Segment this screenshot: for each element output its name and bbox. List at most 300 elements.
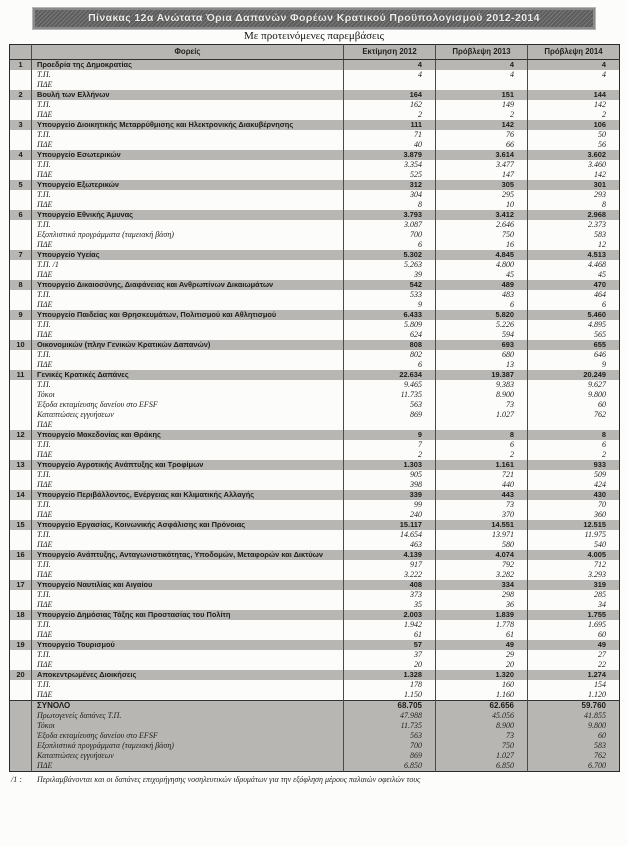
row-label: Τ.Π. [32, 530, 344, 540]
value-2014: 4.895 [528, 320, 620, 330]
table-row [10, 300, 620, 310]
table-row [10, 370, 620, 380]
value-2012: 2 [344, 450, 436, 460]
value-2012: 164 [344, 90, 436, 100]
value-2013: 49 [436, 640, 528, 650]
table-row [10, 340, 620, 350]
row-number [10, 420, 32, 430]
row-number [10, 350, 32, 360]
value-2013: 6 [436, 300, 528, 310]
header-forecast-2013: Πρόβλεψη 2013 [436, 45, 528, 60]
value-2014: 20.249 [528, 370, 620, 380]
row-label: ΠΔΕ [32, 480, 344, 490]
row-number [10, 560, 32, 570]
value-2012: 11.735 [344, 721, 436, 731]
table-row [10, 410, 620, 420]
value-2012: 304 [344, 190, 436, 200]
value-2014: 646 [528, 350, 620, 360]
value-2014: 49 [528, 640, 620, 650]
table-row [10, 130, 620, 140]
value-2014: 2.373 [528, 220, 620, 230]
value-2013: 1.778 [436, 620, 528, 630]
value-2012: 4 [344, 60, 436, 71]
row-label: Τ.Π. [32, 290, 344, 300]
table-row [10, 70, 620, 80]
value-2013: 1.320 [436, 670, 528, 680]
value-2013: 29 [436, 650, 528, 660]
row-label: ΠΔΕ [32, 360, 344, 370]
row-number [10, 390, 32, 400]
row-label: Τ.Π. [32, 650, 344, 660]
value-2012: 9 [344, 300, 436, 310]
table-row [10, 470, 620, 480]
value-2013: 45.056 [436, 711, 528, 721]
value-2013: 45 [436, 270, 528, 280]
value-2014: 360 [528, 510, 620, 520]
value-2013: 73 [436, 500, 528, 510]
value-2013: 142 [436, 120, 528, 130]
value-2014: 8 [528, 200, 620, 210]
value-2014: 11.975 [528, 530, 620, 540]
value-2012: 9 [344, 430, 436, 440]
row-number: 1 [18, 60, 23, 69]
value-2013: 580 [436, 540, 528, 550]
value-2014: 5.460 [528, 310, 620, 320]
value-2012: 917 [344, 560, 436, 570]
row-number: 10 [16, 340, 25, 349]
value-2012: 408 [344, 580, 436, 590]
row-label: Υπουργείο Αγροτικής Ανάπτυξης και Τροφίμων [32, 460, 344, 470]
row-number [10, 630, 32, 640]
row-label: Υπουργείο Εσωτερικών [32, 150, 344, 160]
table-row [10, 160, 620, 170]
header-entities: Φορείς [32, 45, 344, 60]
row-number [10, 130, 32, 140]
row-number: 9 [18, 310, 23, 319]
row-label: Τ.Π. [32, 470, 344, 480]
value-2013: 16 [436, 240, 528, 250]
value-2012: 1.303 [344, 460, 436, 470]
value-2012: 398 [344, 480, 436, 490]
value-2013: 8 [436, 430, 528, 440]
table-row [10, 390, 620, 400]
value-2013: 8.900 [436, 390, 528, 400]
value-2013: 10 [436, 200, 528, 210]
row-label: Καταπτώσεις εγγυήσεων [32, 751, 344, 761]
row-label: ΠΔΕ [32, 200, 344, 210]
value-2014: 4.513 [528, 250, 620, 260]
table-row [10, 150, 620, 160]
row-number [10, 650, 32, 660]
row-number [10, 260, 32, 270]
row-label: ΠΔΕ [32, 270, 344, 280]
table-row [10, 680, 620, 690]
value-2013: 489 [436, 280, 528, 290]
value-2014: 9.800 [528, 390, 620, 400]
table-row [10, 600, 620, 610]
value-2014: 56 [528, 140, 620, 150]
row-label: Υπουργείο Εθνικής Άμυνας [32, 210, 344, 220]
value-2014: 60 [528, 731, 620, 741]
table-row [10, 500, 620, 510]
value-2014: 470 [528, 280, 620, 290]
value-2012: 4 [344, 70, 436, 80]
table-row [10, 400, 620, 410]
value-2014: 45 [528, 270, 620, 280]
value-2014: 70 [528, 500, 620, 510]
value-2014: 12 [528, 240, 620, 250]
row-label: ΠΔΕ [32, 170, 344, 180]
value-2012: 5.302 [344, 250, 436, 260]
table-row [10, 690, 620, 701]
row-number [10, 380, 32, 390]
table-row [10, 480, 620, 490]
value-2013: 305 [436, 180, 528, 190]
row-number [10, 440, 32, 450]
value-2013: 1.161 [436, 460, 528, 470]
table-row [10, 460, 620, 470]
table-row [10, 230, 620, 240]
row-label: Υπουργείο Εξωτερικών [32, 180, 344, 190]
row-number: 14 [16, 490, 25, 499]
row-label: ΠΔΕ [32, 140, 344, 150]
row-label: Τ.Π. [32, 100, 344, 110]
table-row [10, 170, 620, 180]
table-row [10, 630, 620, 640]
value-2012: 6.433 [344, 310, 436, 320]
row-label: Έξοδα εκταμίευσης δανείου στο EFSF [32, 400, 344, 410]
row-number [10, 751, 32, 761]
table-row [10, 670, 620, 680]
value-2013: 4.845 [436, 250, 528, 260]
value-2013: 594 [436, 330, 528, 340]
row-label: ΠΔΕ [32, 110, 344, 120]
value-2013: 4 [436, 70, 528, 80]
value-2014: 6.700 [528, 761, 620, 772]
value-2012: 162 [344, 100, 436, 110]
value-2014: 1.274 [528, 670, 620, 680]
row-number: 17 [16, 580, 25, 589]
value-2013: 13 [436, 360, 528, 370]
row-label: ΠΔΕ [32, 660, 344, 670]
header-index-column [10, 45, 32, 60]
table-row [10, 711, 620, 721]
value-2012: 35 [344, 600, 436, 610]
value-2012: 5.809 [344, 320, 436, 330]
budget-table [9, 44, 620, 772]
value-2012: 111 [344, 120, 436, 130]
row-label: Υπουργείο Τουρισμού [32, 640, 344, 650]
row-label: Τ.Π. [32, 440, 344, 450]
row-number [10, 330, 32, 340]
table-row [10, 761, 620, 772]
value-2014 [528, 80, 620, 90]
table-row [10, 520, 620, 530]
row-number [10, 170, 32, 180]
value-2012: 373 [344, 590, 436, 600]
value-2014: 762 [528, 410, 620, 420]
row-label: Τ.Π. [32, 380, 344, 390]
value-2014: 3.602 [528, 150, 620, 160]
table-row [10, 751, 620, 761]
value-2014 [528, 420, 620, 430]
header-forecast-2014: Πρόβλεψη 2014 [528, 45, 620, 60]
row-number [10, 450, 32, 460]
row-label: Υπουργείο Ανάπτυξης, Ανταγωνιστικότητας, Υποδομών, Μεταφορών και Δικτύων [32, 550, 344, 560]
value-2012: 4.139 [344, 550, 436, 560]
value-2012: 22.634 [344, 370, 436, 380]
value-2014: 301 [528, 180, 620, 190]
row-label: ΠΔΕ [32, 80, 344, 90]
table-row [10, 450, 620, 460]
value-2014: 142 [528, 170, 620, 180]
table-row [10, 250, 620, 260]
table-row [10, 721, 620, 731]
value-2012: 20 [344, 660, 436, 670]
row-number: 8 [18, 280, 23, 289]
value-2013: 1.839 [436, 610, 528, 620]
value-2013: 721 [436, 470, 528, 480]
row-number [10, 680, 32, 690]
row-label: Τ.Π. [32, 620, 344, 630]
table-row [10, 140, 620, 150]
table-body [10, 60, 620, 772]
row-label: ΠΔΕ [32, 330, 344, 340]
row-label: Υπουργείο Δημόσιας Τάξης και Προστασίας του Πολίτη [32, 610, 344, 620]
row-number: 13 [16, 460, 25, 469]
value-2014: 154 [528, 680, 620, 690]
row-label: Τόκοι [32, 390, 344, 400]
value-2013: 3.282 [436, 570, 528, 580]
value-2014: 34 [528, 600, 620, 610]
row-number: 11 [16, 370, 25, 379]
value-2012: 37 [344, 650, 436, 660]
value-2013: 440 [436, 480, 528, 490]
table-row [10, 320, 620, 330]
value-2013: 4.800 [436, 260, 528, 270]
row-number [10, 660, 32, 670]
row-number: 2 [18, 90, 23, 99]
value-2012: 869 [344, 751, 436, 761]
value-2012: 240 [344, 510, 436, 520]
row-label: Τ.Π. [32, 70, 344, 80]
row-number [10, 711, 32, 721]
row-label: Υπουργείο Διοικητικής Μεταρρύθμισης και Ηλεκτρονικής Διακυβέρνησης [32, 120, 344, 130]
table-row [10, 610, 620, 620]
row-number [10, 620, 32, 630]
row-number [10, 480, 32, 490]
footnote-text: Περιλαμβάνονται και οι δαπάνες επιχορήγησης νοσηλευτικών ιδρυμάτων για την εξόφληση μέρους παλαιών οφειλών τους [37, 775, 421, 784]
value-2014: 565 [528, 330, 620, 340]
value-2012: 11.735 [344, 390, 436, 400]
footnote-marker: /1 : [11, 775, 22, 784]
value-2012: 525 [344, 170, 436, 180]
row-number [10, 220, 32, 230]
table-row [10, 440, 620, 450]
value-2014: 144 [528, 90, 620, 100]
value-2013: 19.387 [436, 370, 528, 380]
row-label: Πρωτογενείς δαπάνες Τ.Π. [32, 711, 344, 721]
value-2013: 443 [436, 490, 528, 500]
value-2013: 36 [436, 600, 528, 610]
value-2014: 60 [528, 630, 620, 640]
table-row [10, 220, 620, 230]
value-2013: 2 [436, 110, 528, 120]
value-2014: 142 [528, 100, 620, 110]
value-2013: 149 [436, 100, 528, 110]
value-2013: 680 [436, 350, 528, 360]
value-2013: 2 [436, 450, 528, 460]
table-row [10, 560, 620, 570]
value-2012 [344, 420, 436, 430]
value-2013: 298 [436, 590, 528, 600]
value-2014: 1.695 [528, 620, 620, 630]
value-2014: 59.760 [528, 701, 620, 712]
value-2014: 6 [528, 300, 620, 310]
table-row [10, 580, 620, 590]
value-2012: 14.654 [344, 530, 436, 540]
value-2012: 6 [344, 240, 436, 250]
table-row [10, 200, 620, 210]
value-2012: 57 [344, 640, 436, 650]
row-number [10, 500, 32, 510]
row-number: 20 [16, 670, 25, 679]
value-2014: 9.800 [528, 721, 620, 731]
table-row [10, 290, 620, 300]
table-row [10, 80, 620, 90]
row-label: Εξοπλιστικά προγράμματα (ταμειακή βάση) [32, 230, 344, 240]
value-2012: 61 [344, 630, 436, 640]
value-2012: 312 [344, 180, 436, 190]
value-2013 [436, 420, 528, 430]
table-row [10, 190, 620, 200]
value-2012: 6.850 [344, 761, 436, 772]
row-number [10, 721, 32, 731]
value-2012: 869 [344, 410, 436, 420]
value-2014: 8 [528, 430, 620, 440]
table-header-row [10, 45, 620, 60]
value-2013: 147 [436, 170, 528, 180]
value-2013: 1.027 [436, 410, 528, 420]
document-title: Πίνακας 12α Ανώτατα Όρια Δαπανών Φορέων Κρατικού Προϋπολογισμού 2012-2014 [33, 8, 595, 29]
row-number: 7 [18, 250, 23, 259]
value-2012: 463 [344, 540, 436, 550]
table-row [10, 380, 620, 390]
row-label: Τόκοι [32, 721, 344, 731]
row-label: Αποκεντρωμένες Διοικήσεις [32, 670, 344, 680]
table-row [10, 420, 620, 430]
row-label: ΠΔΕ [32, 300, 344, 310]
row-number [10, 530, 32, 540]
table-row [10, 90, 620, 100]
value-2013: 4.074 [436, 550, 528, 560]
row-number [10, 540, 32, 550]
table-row [10, 590, 620, 600]
value-2013: 20 [436, 660, 528, 670]
table-row [10, 660, 620, 670]
row-label: Καταπτώσεις εγγυήσεων [32, 410, 344, 420]
value-2013: 4 [436, 60, 528, 71]
table-row [10, 620, 620, 630]
value-2012: 40 [344, 140, 436, 150]
value-2013 [436, 80, 528, 90]
document-subtitle: Με προτεινόμενες παρεμβάσεις [244, 30, 384, 42]
row-label: Τ.Π. [32, 130, 344, 140]
value-2013: 62.656 [436, 701, 528, 712]
value-2013: 370 [436, 510, 528, 520]
table-row [10, 280, 620, 290]
table-row [10, 110, 620, 120]
table-row [10, 120, 620, 130]
value-2012: 7 [344, 440, 436, 450]
row-number [10, 400, 32, 410]
table-row [10, 210, 620, 220]
table-row [10, 430, 620, 440]
row-label: ΠΔΕ [32, 240, 344, 250]
value-2014: 509 [528, 470, 620, 480]
row-label: ΠΔΕ [32, 600, 344, 610]
row-label: ΠΔΕ [32, 570, 344, 580]
value-2012: 808 [344, 340, 436, 350]
table-row [10, 270, 620, 280]
row-number: 18 [16, 610, 25, 619]
value-2013: 73 [436, 731, 528, 741]
value-2014: 41.855 [528, 711, 620, 721]
table-row [10, 650, 620, 660]
value-2014: 9.627 [528, 380, 620, 390]
value-2012: 624 [344, 330, 436, 340]
value-2014: 22 [528, 660, 620, 670]
value-2012: 47.988 [344, 711, 436, 721]
row-label: Οικονομικών (πλην Γενικών Κρατικών Δαπανών) [32, 340, 344, 350]
value-2014: 50 [528, 130, 620, 140]
row-number: 12 [16, 430, 25, 439]
table-row [10, 530, 620, 540]
row-number: 5 [18, 180, 23, 189]
value-2014: 430 [528, 490, 620, 500]
value-2012: 39 [344, 270, 436, 280]
row-number: 15 [16, 520, 25, 529]
value-2012: 700 [344, 230, 436, 240]
value-2013: 76 [436, 130, 528, 140]
value-2012: 3.354 [344, 160, 436, 170]
value-2014: 424 [528, 480, 620, 490]
row-number: 4 [18, 150, 23, 159]
value-2014: 1.120 [528, 690, 620, 701]
row-number [10, 100, 32, 110]
row-label: Υπουργείο Εργασίας, Κοινωνικής Ασφάλισης και Πρόνοιας [32, 520, 344, 530]
value-2014: 285 [528, 590, 620, 600]
value-2014: 3.460 [528, 160, 620, 170]
value-2014: 3.293 [528, 570, 620, 580]
value-2013: 1.027 [436, 751, 528, 761]
value-2013: 61 [436, 630, 528, 640]
value-2012: 339 [344, 490, 436, 500]
row-number [10, 320, 32, 330]
value-2012: 99 [344, 500, 436, 510]
value-2014: 6 [528, 440, 620, 450]
table-row [10, 180, 620, 190]
row-number [10, 590, 32, 600]
row-number [10, 270, 32, 280]
value-2012: 9.465 [344, 380, 436, 390]
row-number [10, 761, 32, 772]
row-label: ΣΥΝΟΛΟ [32, 701, 344, 712]
row-label: Υπουργείο Μακεδονίας και Θράκης [32, 430, 344, 440]
row-number [10, 701, 32, 712]
row-label: Τ.Π. [32, 560, 344, 570]
value-2012: 71 [344, 130, 436, 140]
